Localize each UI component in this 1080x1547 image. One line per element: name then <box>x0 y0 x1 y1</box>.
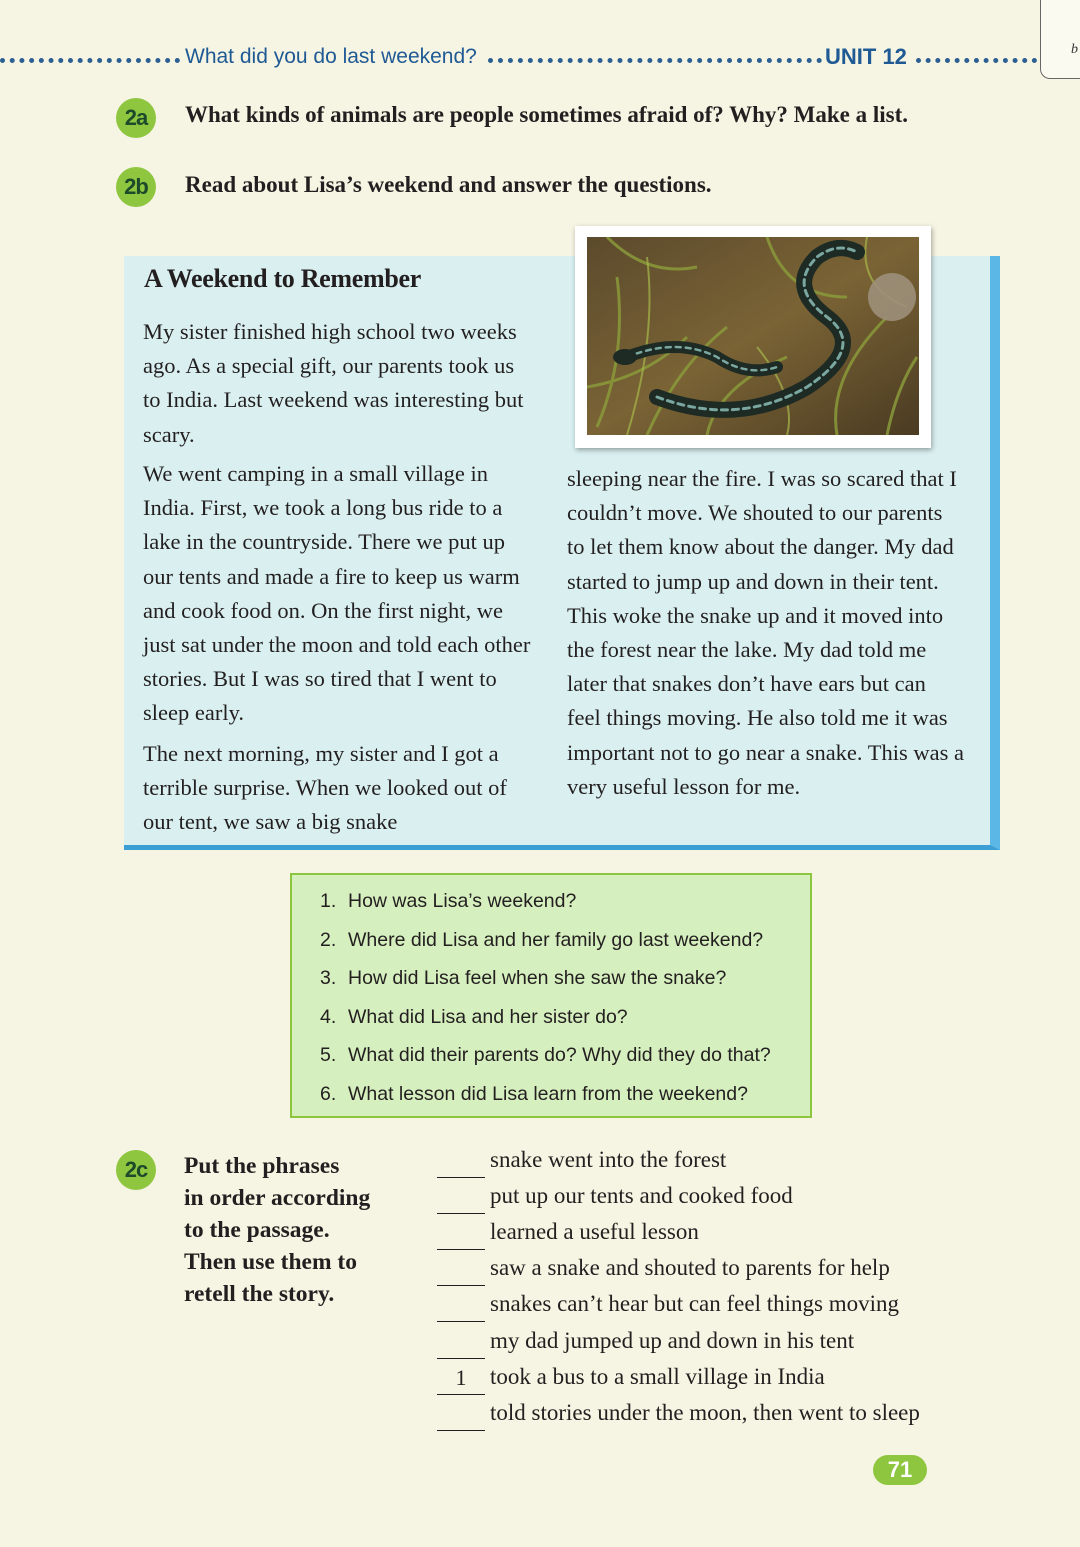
phrase-item: saw a snake and shouted to parents for help <box>490 1255 890 1280</box>
answer-blank[interactable] <box>437 1400 485 1431</box>
instruction-2b: Read about Lisa’s weekend and answer the questions. <box>185 172 712 197</box>
phrase-item: put up our tents and cooked food <box>490 1183 793 1208</box>
instruction-2a: What kinds of animals are people sometimes afraid of? Why? Make a list. <box>185 102 909 127</box>
question-item <box>320 923 771 962</box>
question-number: 4. <box>320 1005 337 1028</box>
instruction-line: to the passage. <box>184 1217 330 1243</box>
phrase-item: learned a useful lesson <box>490 1219 699 1244</box>
story-paragraph-3: The next morning, my sister and I got a terrible surprise. When we looked out of our tent, we saw a big snake <box>143 741 507 835</box>
question-item <box>320 884 771 923</box>
section-badge-2b: 2b <box>116 167 156 207</box>
question-number: 2. <box>320 928 337 951</box>
instruction-line: in order according <box>184 1185 371 1211</box>
phrase-item: told stories under the moon, then went to sleep <box>490 1400 920 1425</box>
lesson-title: What did you do last weekend? <box>185 45 477 68</box>
answer-blank[interactable] <box>437 1255 485 1286</box>
instruction-line: Put the phrases <box>184 1153 340 1179</box>
snake-image <box>587 237 919 435</box>
instruction-2c <box>184 1150 370 1310</box>
question-number: 1. <box>320 890 337 912</box>
snake-photo <box>575 226 931 448</box>
phrase-item: took a bus to a small village in India <box>490 1364 825 1389</box>
story-paragraph-4: sleeping near the fire. I was so scared that I couldn’t move. We shouted to our parents to let them know about the danger. My dad started to jump up and down in their tent. This woke the snake up and it moved into the forest near the lake. My dad told me later that snakes don’t have ears but can feel things moving. He also told me it was important not to go near a snake. This was a very useful lesson for me. <box>567 466 964 799</box>
page-number: 71 <box>873 1455 927 1485</box>
question-item <box>320 1077 771 1116</box>
instruction-line: retell the story. <box>184 1281 335 1307</box>
phrase-item: my dad jumped up and down in his tent <box>490 1328 855 1353</box>
question-text: What lesson did Lisa learn from the weekend? <box>348 1082 748 1105</box>
phrase-item: snakes can’t hear but can feel things moving <box>490 1291 899 1316</box>
story-title: A Weekend to Remember <box>144 264 422 293</box>
unit-label: UNIT 12 <box>825 44 907 69</box>
question-number: 3. <box>320 967 337 989</box>
answer-blank[interactable] <box>437 1291 485 1322</box>
answer-blank[interactable] <box>437 1147 485 1178</box>
question-text: What did their parents do? Why did they do that? <box>348 1044 771 1066</box>
story-paragraph-2: We went camping in a small village in India. First, we took a long bus ride to a lake in the countryside. There we put up our tents and made a fire to keep us warm and cook food on. On the first night, we just sat under the moon and told each other stories. But I was so tired that I went to sleep early. <box>143 461 531 726</box>
question-number: 5. <box>320 1044 337 1066</box>
question-text: How was Lisa’s weekend? <box>348 890 577 912</box>
question-item <box>320 1038 771 1077</box>
answer-blank[interactable]: 1 <box>437 1364 485 1395</box>
question-text: What did Lisa and her sister do? <box>348 1005 628 1028</box>
question-text: Where did Lisa and her family go last weekend? <box>348 928 764 951</box>
question-item <box>320 961 771 1000</box>
answer-blank[interactable] <box>437 1219 485 1250</box>
section-badge-2a: 2a <box>116 98 156 138</box>
question-number: 6. <box>320 1082 337 1105</box>
question-item <box>320 1000 771 1039</box>
header-dots-left <box>0 58 180 63</box>
page-edge-tab <box>1040 0 1080 79</box>
answer-blank[interactable] <box>437 1328 485 1359</box>
header-dots-middle <box>488 58 822 63</box>
story-paragraph-1: My sister finished high school two weeks ago. As a special gift, our parents took us to India. Last weekend was interesting but scary. <box>143 319 524 447</box>
question-list <box>320 884 771 1115</box>
section-badge-2c: 2c <box>116 1150 156 1190</box>
tab-glyph: b <box>1071 42 1078 57</box>
question-text: How did Lisa feel when she saw the snake? <box>348 967 727 989</box>
phrase-item: snake went into the forest <box>490 1147 727 1172</box>
instruction-line: Then use them to <box>184 1249 357 1275</box>
answer-blank[interactable] <box>437 1183 485 1214</box>
